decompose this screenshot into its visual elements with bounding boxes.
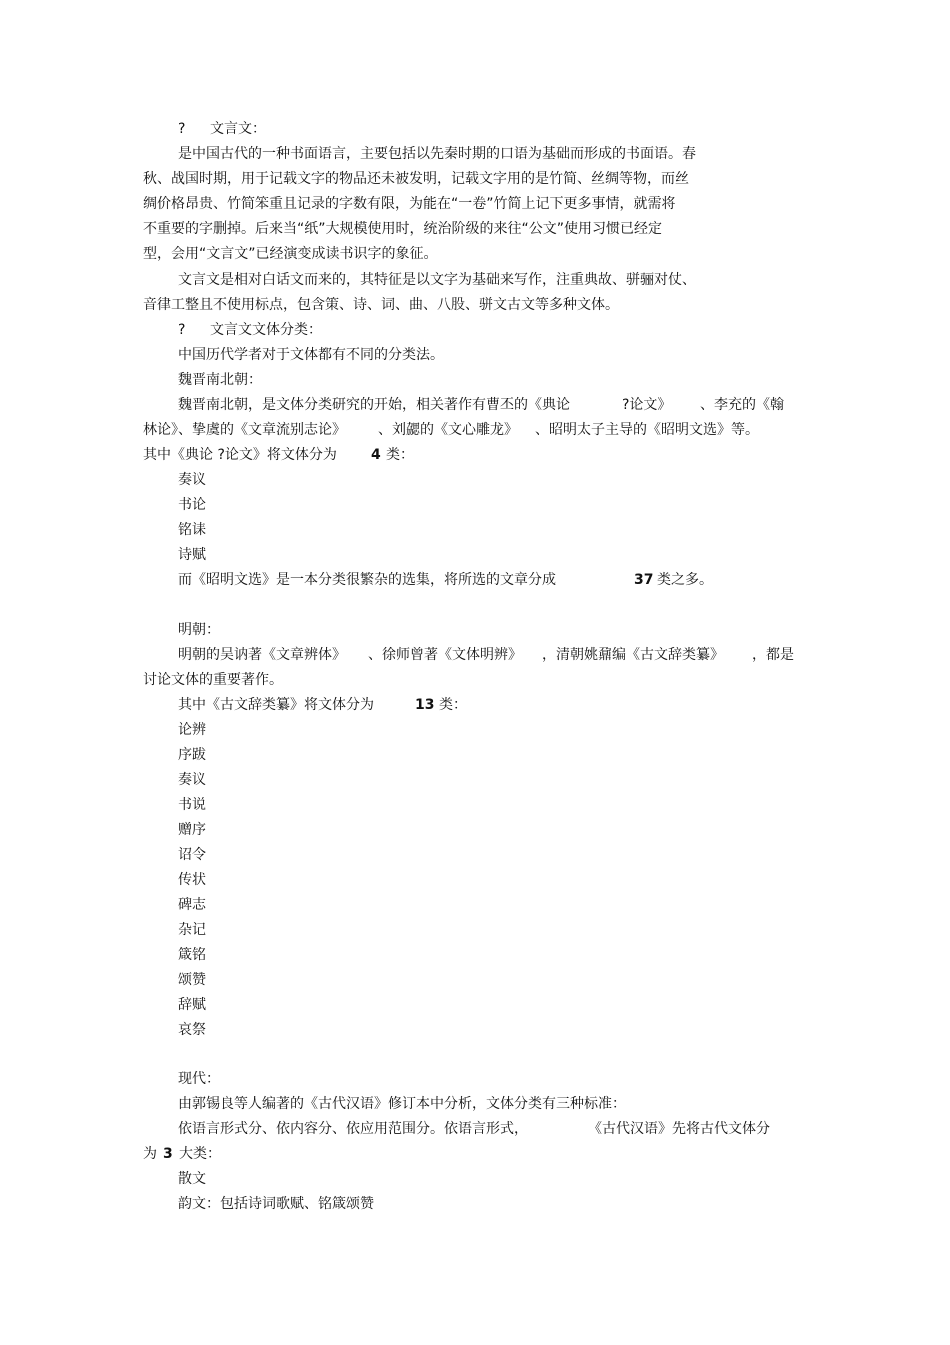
text-segment: 为 bbox=[143, 1146, 157, 1162]
period-heading-weijin: 魏晋南北朝： bbox=[178, 372, 262, 388]
list-item: 辞赋 bbox=[178, 997, 206, 1013]
list-item: 奏议 bbox=[178, 772, 206, 788]
section-heading-wenyanwen: 文言文： bbox=[210, 121, 266, 137]
list-item: 书说 bbox=[178, 797, 206, 813]
intro-line: 中国历代学者对于文体都有不同的分类法。 bbox=[178, 347, 444, 363]
list-item: 杂记 bbox=[178, 922, 206, 938]
list-item: 韵文：包括诗词歌赋、铭箴颂赞 bbox=[178, 1196, 374, 1212]
text-segment: 魏晋南北朝，是文体分类研究的开始，相关著作有曹丕的《典论 bbox=[178, 397, 570, 413]
list-item: 散文 bbox=[178, 1171, 206, 1187]
text-segment: 其中《古文辞类纂》将文体分为 bbox=[178, 697, 374, 713]
paragraph-line: 文言文是相对白话文而来的，其特征是以文字为基础来写作，注重典故、骈骊对仗、 bbox=[178, 272, 696, 288]
text-segment: 类： bbox=[439, 697, 467, 713]
list-item: 箴铭 bbox=[178, 947, 206, 963]
list-item: 诏令 bbox=[178, 847, 206, 863]
text-segment: 、刘勰的《文心雕龙》 bbox=[378, 422, 518, 438]
text-segment: 林论》、挚虞的《文章流别志论》 bbox=[143, 422, 346, 438]
paragraph-line: 是中国古代的一种书面语言，主要包括以先秦时期的口语为基础而形成的书面语。春 bbox=[178, 146, 696, 162]
text-segment: 类： bbox=[386, 447, 414, 463]
section-heading-classification: 文言文文体分类： bbox=[210, 322, 322, 338]
text-segment: 类之多。 bbox=[657, 572, 713, 588]
period-heading-ming: 明朝： bbox=[178, 622, 220, 638]
text-segment: 其中《典论 ?论文》将文体分为 bbox=[143, 447, 337, 463]
list-item: 赠序 bbox=[178, 822, 206, 838]
paragraph-line: 绸价格昂贵、竹简笨重且记录的字数有限，为能在“一卷”竹简上记下更多事情，就需将 bbox=[143, 196, 676, 212]
text-segment: 、徐师曾著《文体明辨》 bbox=[368, 647, 522, 663]
text-segment: ，清朝姚鼐编《古文辞类纂》 bbox=[542, 647, 724, 663]
list-item: 传状 bbox=[178, 872, 206, 888]
text-segment: ?论文》 bbox=[622, 397, 672, 413]
text-segment: 明朝的吴讷著《文章辨体》 bbox=[178, 647, 346, 663]
text-segment: ，都是 bbox=[752, 647, 794, 663]
text-segment: 、李充的《翰 bbox=[700, 397, 784, 413]
text-segment: 而《昭明文选》是一本分类很繁杂的选集，将所选的文章分成 bbox=[178, 572, 556, 588]
text-segment: 《古代汉语》先将古代文体分 bbox=[588, 1121, 770, 1137]
text-segment: 讨论文体的重要著作。 bbox=[143, 672, 283, 688]
period-heading-modern: 现代： bbox=[178, 1071, 220, 1087]
count-number: 13 bbox=[415, 697, 435, 713]
paragraph-line: 型，会用“文言文”已经演变成读书识字的象征。 bbox=[143, 246, 438, 262]
list-item: 碑志 bbox=[178, 897, 206, 913]
list-item: 诗赋 bbox=[178, 547, 206, 563]
text-segment: 由郭锡良等人编著的《古代汉语》修订本中分析，文体分类有三种标准： bbox=[178, 1096, 626, 1112]
list-item: 哀祭 bbox=[178, 1022, 206, 1038]
list-item: 铭诔 bbox=[178, 522, 206, 538]
bullet-marker: ? bbox=[178, 322, 186, 338]
list-item: 奏议 bbox=[178, 472, 206, 488]
paragraph-line: 不重要的字删掉。后来当“纸”大规模使用时，统治阶级的来往“公文”使用习惯已经定 bbox=[143, 221, 663, 237]
count-number: 4 bbox=[371, 447, 381, 463]
text-segment: 依语言形式分、依内容分、依应用范围分。依语言形式， bbox=[178, 1121, 528, 1137]
paragraph-line: 音律工整且不使用标点，包含策、诗、词、曲、八股、骈文古文等多种文体。 bbox=[143, 297, 619, 313]
count-number: 37 bbox=[634, 572, 654, 588]
text-segment: 大类： bbox=[179, 1146, 221, 1162]
list-item: 论辨 bbox=[178, 722, 206, 738]
list-item: 书论 bbox=[178, 497, 206, 513]
bullet-marker: ? bbox=[178, 121, 186, 137]
list-item: 颂赞 bbox=[178, 972, 206, 988]
count-number: 3 bbox=[163, 1146, 173, 1162]
list-item: 序跋 bbox=[178, 747, 206, 763]
text-segment: 、昭明太子主导的《昭明文选》等。 bbox=[535, 422, 759, 438]
paragraph-line: 秋、战国时期，用于记载文字的物品还未被发明，记载文字用的是竹简、丝绸等物，而丝 bbox=[143, 171, 689, 187]
